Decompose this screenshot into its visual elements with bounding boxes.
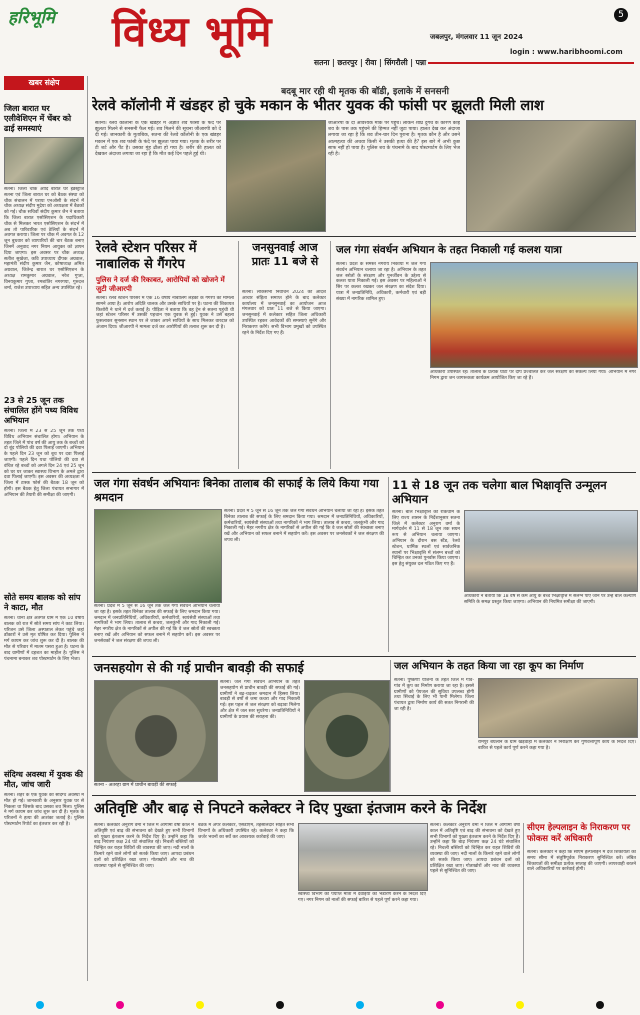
flood-headline: अतिवृष्टि और बाढ़ से निपटने कलेक्टर ने दिए पुख्ता इंतजाम करने के निर्देश xyxy=(94,801,487,817)
railway-text: सतना। रेलवे स्टेशन परिसर में एक 16 वर्षीय नाबालिग लड़की के गैंगरेप का मामला सामने आया है। आरोप अदिति चालक और उसके साथियों पर है। घटना की शिकायत किशोरी ने थाने में दर्ज कराई है। पीड़िता ने बताया कि वह ट्रेन से सतना पहुंची थी जहां स्टेशन परिसर में उसकी पहचान एक युवक से हुई। युवक ने उसे बहला फुसलाकर सुनसान स्थान पर ले जाकर अपने साथियों के साथ मिलकर वारदात को अंजाम दिया। जीआरपी ने मामला दर्ज कर आरोपियों की तलाश शुरू कर दी है। xyxy=(96,296,234,330)
sidebar xyxy=(4,76,84,976)
kalash-text: अधिकारी उपस्थित रहे। तालाब के प्रत्येक घाटों पर दीप प्रज्वलित कर जल संरक्षण का संकल्प लिया गया। अभियान में नगर निगम द्वारा जन जागरूकता कार्यक्रम आयोजित किए जा रहे हैं। xyxy=(430,370,636,381)
binaika-text: सतना। प्रदेश में 5 जून से 16 जून तक जल गंगा संवर्धन अभियान चलाया जा रहा है। इसके तहत बिनेका तालाब की सफाई के लिए श्रमदान किया गया। श्रमदान में जनप्रतिनिधियों, अधिकारियों, कर्मचारियों, स्वयंसेवी संस्थाओं तथा नागरिकों ने भाग लिया। तालाब से कचरा, जलकुंभी और गाद निकाली गई। मैहर नगरीय क्षेत्र के नागरिकों से अपील की गई कि वे जल स्रोतों की स्वच्छता बनाए रखें और अभियान को सफल बनाने में सहयोग करें। इस अवसर पर जनसेवकों ने जल संरक्षण की शपथ ली। xyxy=(94,604,220,644)
beggary-headline: 11 से 18 जून तक चलेगा बाल भिक्षावृत्ति उन्मूलन अभियान xyxy=(392,478,607,506)
brief-text: सतना। शहर के एक युवक की संदिग्ध अवस्था में मौत हो गई। जानकारी के अनुसार युवक घर से निकला था जिसके बाद उसका शव मिला। पुलिस ने मर्ग कायम कर जांच शुरू कर दी है। मृतक के परिजनों ने हत्या की आशंका जताई है। पुलिस पोस्टमार्टम रिपोर्ट का इंतजार कर रही है। xyxy=(4,793,84,827)
registration-mark-icon xyxy=(596,1001,604,1009)
brand-logo: हरिभूमि xyxy=(8,8,55,28)
kalash-photo xyxy=(430,262,638,368)
lead-text: जीआरपी के दो आवश्यक मौके पर पहुंचे। लेकिन शीघ्र दुर्गंध के कारण कोई शव के पास तक पहुंचने की हिम्मत नहीं जुटा पाया। हालत देख कर अंदाजा लगाया जा रहा है कि शव तीन-चार दिन पुराना है। मृतक कौन है और उसने आत्महत्या की अथवा किसी ने उसकी हत्या की है? इस बारे में अभी कुछ साफ नहीं हो पाया है। पुलिस शव के पंचनामे के बाद पोस्टमार्टम के लिए भेज रही है। xyxy=(328,121,460,158)
railway-kicker: पुलिस ने दर्ज की रिकाबत, आरोपियों को खोजने में जुटी जीआरपी xyxy=(96,276,225,293)
beggary-text: सतना। बाल भिक्षावृत्ति को रोकथाम के लिए राज्य शासन के निर्देशानुसार सतना जिले में कलेक्टर अनुराग वर्मा के मार्गदर्शन में 11 से 18 जून तक सघन रूप से अभियान चलाया जाएगा। अभियान के दौरान बस स्टैंड, रेलवे स्टेशन, धार्मिक स्थलों एवं सार्वजनिक स्थानों पर भिक्षावृत्ति में संलग्न बच्चों को चिन्हित कर उनका पुनर्वास किया जाएगा। इस हेतु संयुक्त दल गठित किए गए हैं। xyxy=(392,510,460,568)
registration-mark-icon xyxy=(116,1001,124,1009)
well-headline: जल अभियान के तहत किया जा रहा कूप का निर्माण xyxy=(394,661,584,672)
brief-photo xyxy=(4,137,84,184)
well-text: रामपुर बघेलान के ग्राम खड़वाहा में कलेक्टर ने निरीक्षण कर गुणवत्तापूर्ण कार्य के निर्देश दिए। बारिश से पहले कार्य पूर्ण करने कहा गया है। xyxy=(478,740,636,751)
stepwell-photo xyxy=(304,680,390,792)
edition-list: सतना | छतरपुर | रीवा | सिंगरौली | पन्ना xyxy=(314,58,427,67)
brief-text: सतना। जिला चौक आदि बारात घर इंडस्ट्रीज सतना एवं जिला बारात घर को बैठक संस्था को चौक संचालन में पराया एनओसी के संदर्भ में चौक अध्यक्ष संदीप मुद्रेया को अध्यक्षता में बैठकों को गई। चौक सचिवों संदीप कुमार जैन ने बताया कि जिला बारात एसोसिएशन के पदाधिकारी चौक से मिलकर भारत एसोसिएशन के संदर्भ में अब तो पारिवारिक एवं ठेलियों के संदर्भ में अवगत कराया। जिला पर चौक में अवगत के 12 जून बुधवार को व्यापारियों की चार बैठक बनाए जिनमें अनुवाद नगर नियम आयुक्त को ज्ञापन दिया जाएगा। इस अवसर पर चौक अध्यक्ष सतीश सुखेजा, कवि उपाध्याय दीपक अग्रवाल, महामंत्री संदीप कुमार जैन, कोषाध्यक्ष अमित अग्रवाल, जितेन्द्र बारात घर एसोसिएशन के अध्यक्ष रामकुमार अग्रवाल, नरेश गुप्ता, विनयकुमार गुप्ता, रमशांतिर नगरगया, गुरुदत्त शर्मा, राजेश उपाध्याय सहित अन्य उपस्थित रहे। xyxy=(4,187,84,291)
page-title: विंध्य भूमि xyxy=(112,7,273,56)
cm-helpline-text: सतना। कलेक्टर ने कहा कि सीएम हेल्पलाइन में दर्ज शिकायतों का समय सीमा में संतुष्टिपूर्वक निराकरण सुनिश्चित करें। लंबित शिकायतों की समीक्षा प्रत्येक सप्ताह की जाएगी। लापरवाही बरतने वाले अधिकारियों पर कार्रवाई होगी। xyxy=(527,850,636,873)
binaika-headline: जल गंगा संवर्धन अभियानः बिनेका तालाब की सफाई के लिये किया गया श्रमदान xyxy=(94,477,379,504)
stepwell-headline: जनसहयोग से की गई प्राचीन बावड़ी की सफाई xyxy=(94,660,304,675)
brief-headline: जिला बारात घर एलीवेशिएन में चेंबर को ढाई समस्याएं xyxy=(4,104,72,133)
brief-headline: संदिग्ध अवस्था में युवक की मौत, जांच जारी xyxy=(4,770,83,789)
login-url[interactable]: login : www.haribhoomi.com xyxy=(510,48,623,56)
beggary-photo xyxy=(464,510,638,592)
kalash-text: सतना। प्रदेश के समस्त नगरीय निकायों में जल गंगा संवर्धन अभियान चलाया जा रहा है। अभियान के तहत जल स्त्रोतों के संरक्षण और पुनर्जीवन के उद्देश्य से कलश यात्रा निकाली गई। इस अवसर पर महिलाओं ने सिर पर कलश रखकर जल संरक्षण का संदेश दिया। यात्रा में जनप्रतिनिधि, अधिकारी, कर्मचारी एवं बड़ी संख्या में नागरिक शामिल हुए। xyxy=(336,262,426,302)
kalash-headline: जल गंगा संवर्धन अभियान के तहत निकाली गई कलश यात्रा xyxy=(336,244,562,256)
registration-mark-icon xyxy=(436,1001,444,1009)
brief-headline: सोते समय बालक को सांप ने काटा, मौत xyxy=(4,593,81,612)
binaika-text: सतना। प्रदेश में 5 जून से 16 जून तक जल गंगा संवर्धन अभियान चलाया जा रहा है। इसके तहत बिनेका तालाब की सफाई के लिए श्रमदान किया गया। श्रमदान में जनप्रतिनिधियों, अधिकारियों, कर्मचारियों, स्वयंसेवी संस्थाओं तथा नागरिकों ने भाग लिया। तालाब से कचरा, जलकुंभी और गाद निकाली गई। मैहर नगरीय क्षेत्र के नागरिकों से अपील की गई कि वे जल स्रोतों की स्वच्छता बनाए रखें और अभियान को सफल बनाने में सहयोग करें। इस अवसर पर जनसेवकों ने जल संरक्षण की शपथ ली। xyxy=(224,509,384,543)
date-line: जबलपुर, मंगलवार 11 जून 2024 xyxy=(430,33,523,41)
registration-mark-icon xyxy=(276,1001,284,1009)
brief-text: सतना। जिला में 23 से 25 जून तक पथ्य विविध अभियान संचालित होगा। अभियान के तहत जिले में पांच वर्ष की आयु तक के बच्चों को दो बूंद पोलियो की दवा पिलाई जाएगी। अभियान के पहले दिन 23 जून को बूथ पर दवा पिलाई जाएगी। पहले दिन यथा पोलियो की दवा से वंचित रहे बच्चों को अगले दिन 24 एवं 25 जून को घर घर जाकर स्वास्थ्य विभाग के अमले द्वारा दवा पिलाई जाएगी। इस अवसर की अध्यक्षता में जिला में टास्क फोर्स की बैठक 18 जून को होगी। इस बैठक हेतु जिला पंचायत सभागार में अभियान की तैयारी की समीक्षा की जाएगी। xyxy=(4,429,84,498)
stepwell-photo xyxy=(94,680,218,782)
registration-mark-icon xyxy=(516,1001,524,1009)
flood-text: बैठक में अपर कलेक्टर, एसडीएम, तहसीलदार सहित सभी विभागों के अधिकारी उपस्थित रहे। कलेक्टर ने कहा कि जर्जर भवनों का सर्वे कर आवश्यक कार्रवाई की जाए। xyxy=(198,823,294,840)
sidebar-label: खबर संक्षेप xyxy=(4,76,84,90)
hearing-headline: जनसुनवाई आज प्रातः 11 बजे से xyxy=(251,241,319,268)
flood-text: सतना। कलेक्टर अनुराग वर्मा ने जिले में आगामी वर्षा काल में अतिवृष्टि एवं बाढ़ की संभावना को देखते हुए सभी विभागों को पुख्ता इंतजाम करने के निर्देश दिए हैं। उन्होंने कहा कि बाढ़ नियंत्रण कक्ष 24 घंटे संचालित रहे। निचली बस्तियों को चिन्हित कर राहत शिविरों की व्यवस्था की जाए। नदी नालों के किनारे रहने वाले लोगों को सतर्क किया जाए। आपदा प्रबंधन दलों को प्रशिक्षित रखा जाए। गोताखोरों और नाव की व्यवस्था पहले से सुनिश्चित की जाए। xyxy=(430,823,520,875)
railway-headline: रेलवे स्टेशन परिसर में नाबालिक से गैंगरेप xyxy=(96,241,197,272)
brief-text: सतना। थाना क्षेत्र अंतर्गत ग्राम में एक 10 वर्षीय बालक को रात में सोते समय सांप ने काट लिया। परिजन उसे जिला अस्पताल लेकर पहुंचे जहां डॉक्टरों ने उसे मृत घोषित कर दिया। पुलिस ने मर्ग कायम कर जांच शुरू कर दी है। बालक की मौत से परिवार में मातम पसरा हुआ है। घटना के बाद ग्रामीणों में दहशत का माहौल है। पुलिस ने पंचनामा बनाकर शव पोस्टमार्टम के लिए भेजा। xyxy=(4,616,84,662)
well-text: सतना। पुष्कर्णी योजना के तहत जिले में गांव-गांव में कूप का निर्माण कराया जा रहा है। इससे ग्रामीणों को पेयजल की सुविधा उपलब्ध होगी तथा सिंचाई के लिए भी पानी मिलेगा। जिला पंचायत द्वारा निर्माण कार्य की सतत निगरानी की जा रही है। xyxy=(394,678,474,712)
lead-photo xyxy=(226,120,326,232)
stepwell-caption: सतना - अतरहा ग्राम में प्राचीन बावड़ी की सफाई xyxy=(94,783,177,788)
well-photo xyxy=(478,678,638,738)
registration-mark-icon xyxy=(356,1001,364,1009)
binaika-photo xyxy=(94,509,222,603)
lead-text: सतना। रेलवे कॉलोनी के एक खंडहर में अज्ञात शव फांसी के फंदे पर झूलता मिलने से सनसनी फैल गई। शव मिलने की सूचना जीआरपी को दे दी गई। जानकारी के मुताबिक, सतना की रेलवे कॉलोनी के एक खंडहर मकान में एक शव फांसी के फंदे पर झूलता पाया गया। मृतक के शरीर पर टी शर्ट और पैंट है। उसका मुंह ढीला हो गया है। शरीर की हालत को देखकर अंदाजा लगाया जा रहा है कि मौत कई दिन पहले हुई थी। xyxy=(95,121,221,158)
page-number: 5 xyxy=(614,8,628,22)
brief-headline: 23 से 25 जून तक संचालित होंगे पथ्य विविध अभियान xyxy=(4,396,79,425)
print-color-bar xyxy=(0,994,640,1015)
masthead xyxy=(0,0,640,68)
lead-kicker: बदबू मार रही थी मृतक की बॉडी, इलाके में सनसनी xyxy=(281,87,449,97)
beggary-text: अधिकारी ने बताया कि 18 वर्ष से कम आयु के बच्चे भिक्षावृत्ति में संलग्न पाए जाने पर उन्हें बाल कल्याण समिति के समक्ष प्रस्तुत किया जाएगा। अभियान की नियमित समीक्षा की जाएगी। xyxy=(464,594,636,605)
cm-helpline-headline: सीएम हेल्पलाइन के निराकरण पर फोकस करें अधिकारी xyxy=(527,823,630,844)
hearing-text: सतना। लोकसभा निर्वाचन 2024 की आदर्श आचार संहिता समाप्त होने के बाद कलेक्टर कार्यालय में जनसुनवाई का आयोजन आज मंगलवार को प्रातः 11 बजे से किया जाएगा। जनसुनवाई में कलेक्टर सहित जिला अधिकारी उपस्थित रहकर आवेदकों की समस्याएं सुनेंगे और निराकरण करेंगे। सभी विभाग प्रमुखों को उपस्थित रहने के निर्देश दिए गए हैं। xyxy=(242,290,326,336)
registration-mark-icon xyxy=(36,1001,44,1009)
registration-mark-icon xyxy=(196,1001,204,1009)
flood-text: स्वास्थ्य विभाग को पर्याप्त मात्रा में दवाइयों का भंडारण करने के निर्देश दिए गए। नगर निगम को नालों की सफाई बारिश से पहले पूर्ण करने कहा गया। xyxy=(298,892,426,903)
stepwell-text: सतना। जल गंगा संवर्धन अभियान के तहत जनसहयोग से प्राचीन बावड़ी की सफाई की गई। ग्रामीणों ने बढ़-चढ़कर श्रमदान में हिस्सा लिया। बावड़ी से वर्षों से जमा कचरा और गाद निकाली गई। इस पहल से जल संरक्षण को बढ़ावा मिलेगा और क्षेत्र में जल स्तर सुधरेगा। जनप्रतिनिधियों ने ग्रामीणों के प्रयास की सराहना की। xyxy=(220,680,300,720)
lead-photo xyxy=(466,120,636,232)
flood-photo xyxy=(298,823,428,891)
lead-headline: रेलवे कॉलोनी में खंडहर हो चुके मकान के भीतर युवक की फांसी पर झूलती मिली लाश xyxy=(92,98,544,114)
flood-text: सतना। कलेक्टर अनुराग वर्मा ने जिले में आगामी वर्षा काल में अतिवृष्टि एवं बाढ़ की संभावना को देखते हुए सभी विभागों को पुख्ता इंतजाम करने के निर्देश दिए हैं। उन्होंने कहा कि बाढ़ नियंत्रण कक्ष 24 घंटे संचालित रहे। निचली बस्तियों को चिन्हित कर राहत शिविरों की व्यवस्था की जाए। नदी नालों के किनारे रहने वाले लोगों को सतर्क किया जाए। आपदा प्रबंधन दलों को प्रशिक्षित रखा जाए। गोताखोरों और नाव की व्यवस्था पहले से सुनिश्चित की जाए। xyxy=(94,823,194,869)
